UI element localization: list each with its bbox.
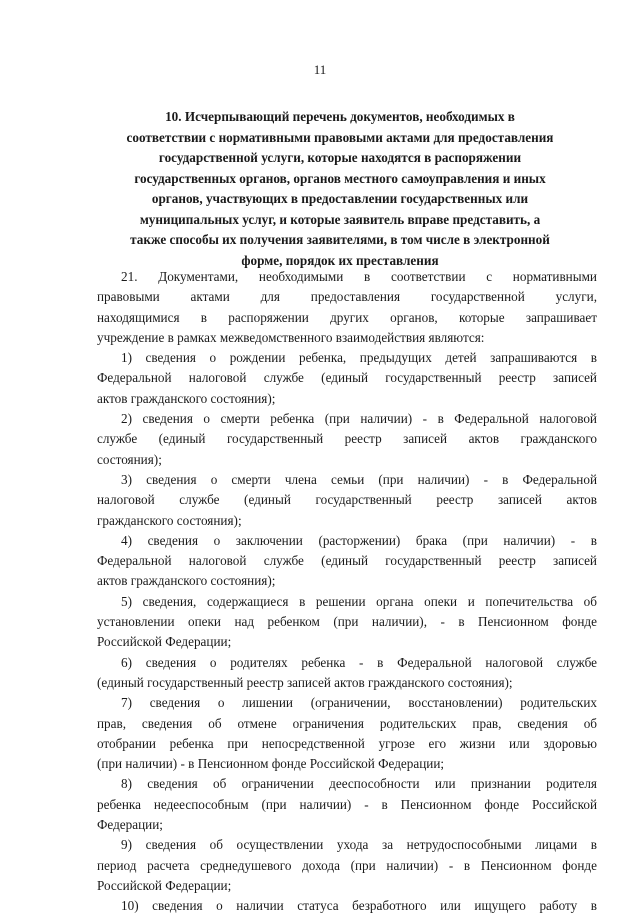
heading-line: форме, порядок их преставления [241,252,439,268]
text-line: гражданского состояния); [97,512,242,528]
text-line: ребенка недееспособным (при наличии) - в Пенсионном фонде Российской [97,796,597,812]
text-line: Российской Федерации; [97,634,232,650]
list-item-3 [97,470,597,531]
heading-line: 10. Исчерпывающий перечень документов, необходимых в [165,109,515,124]
heading-line: муниципальных услуг, и которые заявитель вправе представить, а [139,211,541,227]
text-line: 3) сведения о смерти члена семьи (при наличии) - в Федеральной [121,471,597,487]
text-line: находящимися в распоряжении других органов, которые запрашивает [97,309,597,325]
heading-line: также способы их получения заявителями, в том числе в электронной [130,232,550,247]
heading-line: государственной услуги, которые находятся в распоряжении [158,150,522,165]
list-item-1 [97,348,597,409]
list-item-4 [97,531,597,592]
list-item-6 [97,653,597,694]
text-line: 9) сведения об осуществлении ухода за нетрудоспособными лицами в [121,837,597,853]
text-line: 21. Документами, необходимыми в соответствии с нормативными [121,269,597,284]
list-item-10 [97,896,597,916]
text-line: актов гражданского состояния); [97,573,276,589]
text-line: правовыми актами для предоставления государственной услуги, [97,289,597,305]
text-line: 7) сведения о лишении (ограничении, восстановлении) родительских [121,695,597,711]
text-line: Федерации; [97,817,163,833]
text-line: налоговой службе (единый государственный реестр записей актов [97,492,597,508]
heading-line: соответствии с нормативными правовыми актами для предоставления [126,129,554,145]
text-line: Федеральной налоговой службе (единый государственный реестр записей [97,553,597,569]
section-heading [120,107,560,271]
list-item-8 [97,774,597,835]
text-line: службе (единый государственный реестр записей актов гражданского [97,431,597,447]
list-item-5 [97,592,597,653]
text-line: установлении опеки над ребенком (при наличии), - в Пенсионном фонде [97,614,597,630]
text-line: 5) сведения, содержащиеся в решении органа опеки и попечительства об [121,593,597,609]
text-line: 2) сведения о смерти ребенка (при наличии) - в Федеральной налоговой [121,411,597,427]
text-line: Федеральной налоговой службе (единый государственный реестр записей [97,370,597,386]
text-line: прав, сведения об отмене ограничения родительских прав, сведения об [97,715,597,731]
text-line: 10) сведения о наличии статуса безработного или ищущего работу в [121,898,597,914]
text-line: учреждение в рамках межведомственного взаимодействия являются: [97,329,485,345]
list-item-7 [97,693,597,774]
text-line: состояния); [97,451,162,467]
text-line: отобрании ребенка при непосредственной угрозе его жизни или здоровью [97,735,597,751]
text-line: Российской Федерации; [97,877,232,893]
text-line: 1) сведения о рождении ребенка, предыдущих детей запрашиваются в [121,350,597,366]
text-line: (единый государственный реестр записей актов гражданского состояния); [97,674,513,690]
body-text [97,267,597,917]
paragraph-21 [97,267,597,348]
list-item-9 [97,835,597,896]
text-line: 8) сведения об ограничении дееспособности или признании родителя [121,776,597,792]
text-line: 4) сведения о заключении (расторжении) брака (при наличии) - в [121,532,597,548]
page-number: 11 [313,62,327,77]
heading-line: государственных органов, органов местного самоуправления и иных [134,170,546,186]
heading-line: органов, участвующих в предоставлении государственных или [151,191,529,206]
text-line: 6) сведения о родителях ребенка - в Федеральной налоговой службе [121,654,597,670]
list-item-2 [97,409,597,470]
text-line: период расчета среднедушевого дохода (при наличии) - в Пенсионном фонде [97,857,597,873]
text-line: (при наличии) - в Пенсионном фонде Российской Федерации; [97,756,445,772]
text-line: актов гражданского состояния); [97,390,276,406]
